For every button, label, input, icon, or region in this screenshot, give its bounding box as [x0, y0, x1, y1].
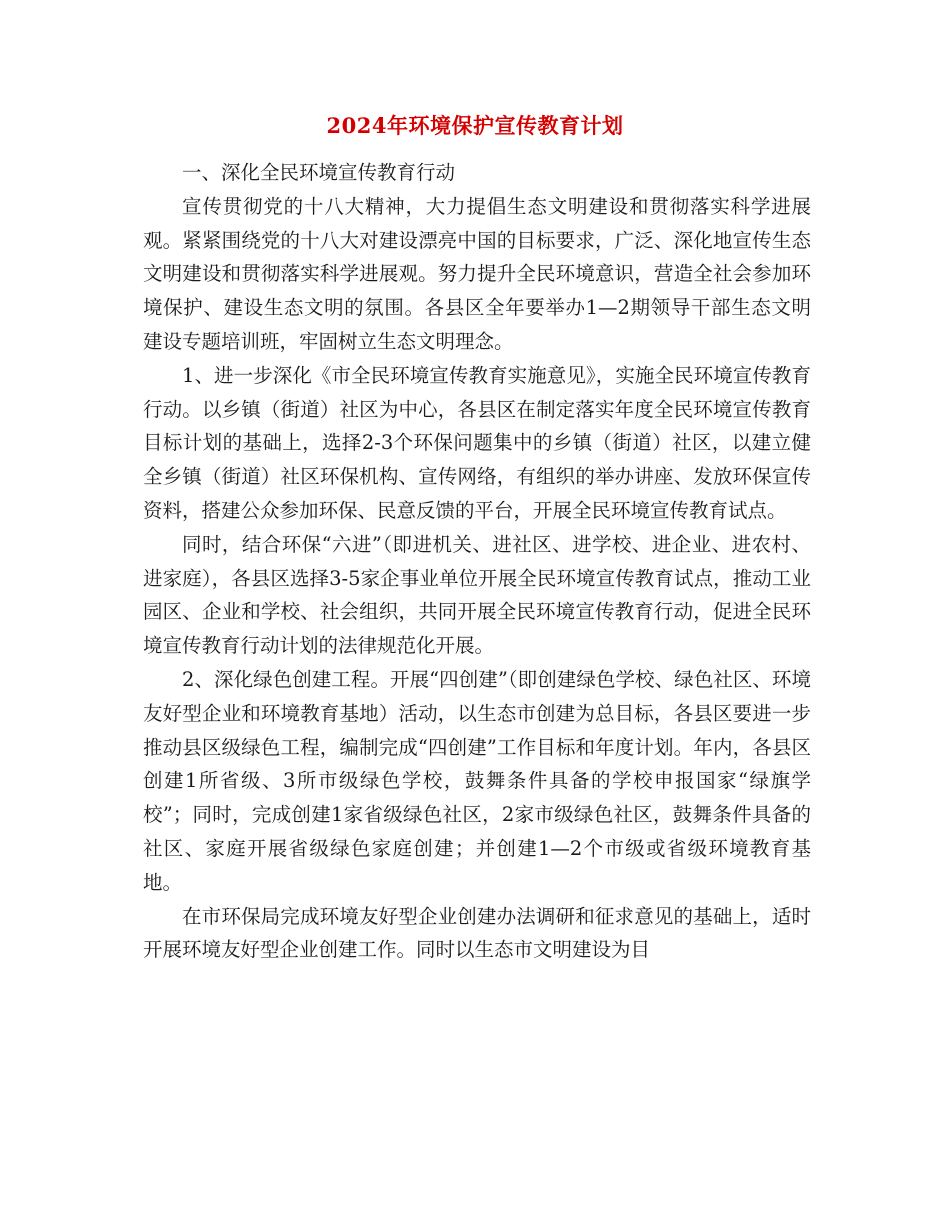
paragraph: 2、深化绿色创建工程。开展“四创建”（即创建绿色学校、绿色社区、环境友好型企业和环境教育基地）活动，以生态市创建为总目标，各县区要进一步推动县区级绿色工程，编制完成“四创建”工作目标和年度计划。年内，各县区创建1所省级、3所市级绿色学校，鼓舞条件具备的学校申报国家“绿旗学校”；同时，完成创建1家省级绿色社区，2家市级绿色社区，鼓舞条件具备的社区、家庭开展省级绿色家庭创建；并创建1—2个市级或省级环境教育基地。 — [143, 667, 811, 894]
paragraph: 1、进一步深化《市全民环境宣传教育实施意见》，实施全民环境宣传教育行动。以乡镇（街道）社区为中心，各县区在制定落实年度全民环境宣传教育目标计划的基础上，选择2-3个环保问题集中的乡镇（街道）社区，以建立健全乡镇（街道）社区环保机构、宣传网络，有组织的举办讲座、发放环保宣传资料，搭建公众参加环保、民意反馈的平台，开展全民环境宣传教育试点。 — [143, 363, 811, 522]
section-heading: 一、深化全民环境宣传教育行动 — [182, 161, 456, 184]
paragraph: 在市环保局完成环境友好型企业创建办法调研和征求意见的基础上，适时开展环境友好型企业创建工作。同时以生态市文明建设为目 — [143, 904, 811, 962]
paragraph: 宣传贯彻党的十八大精神，大力提倡生态文明建设和贯彻落实科学进展观。紧紧围绕党的十八大对建设漂亮中国的目标要求，广泛、深化地宣传生态文明建设和贯彻落实科学进展观。努力提升全民环境意识，营造全社会参加环境保护、建设生态文明的氛围。各县区全年要举办1—2期领导干部生态文明建设专题培训班，牢固树立生态文明理念。 — [143, 194, 811, 353]
document-title: 2024年环境保护宣传教育计划 — [326, 113, 624, 138]
document-body — [143, 156, 811, 967]
paragraph: 同时，结合环保“六进”（即进机关、进社区、进学校、进企业、进农村、进家庭），各县区选择3-5家企事业单位开展全民环境宣传教育试点，推动工业园区、企业和学校、社会组织，共同开展全民环境宣传教育行动，促进全民环境宣传教育行动计划的法律规范化开展。 — [143, 532, 811, 658]
